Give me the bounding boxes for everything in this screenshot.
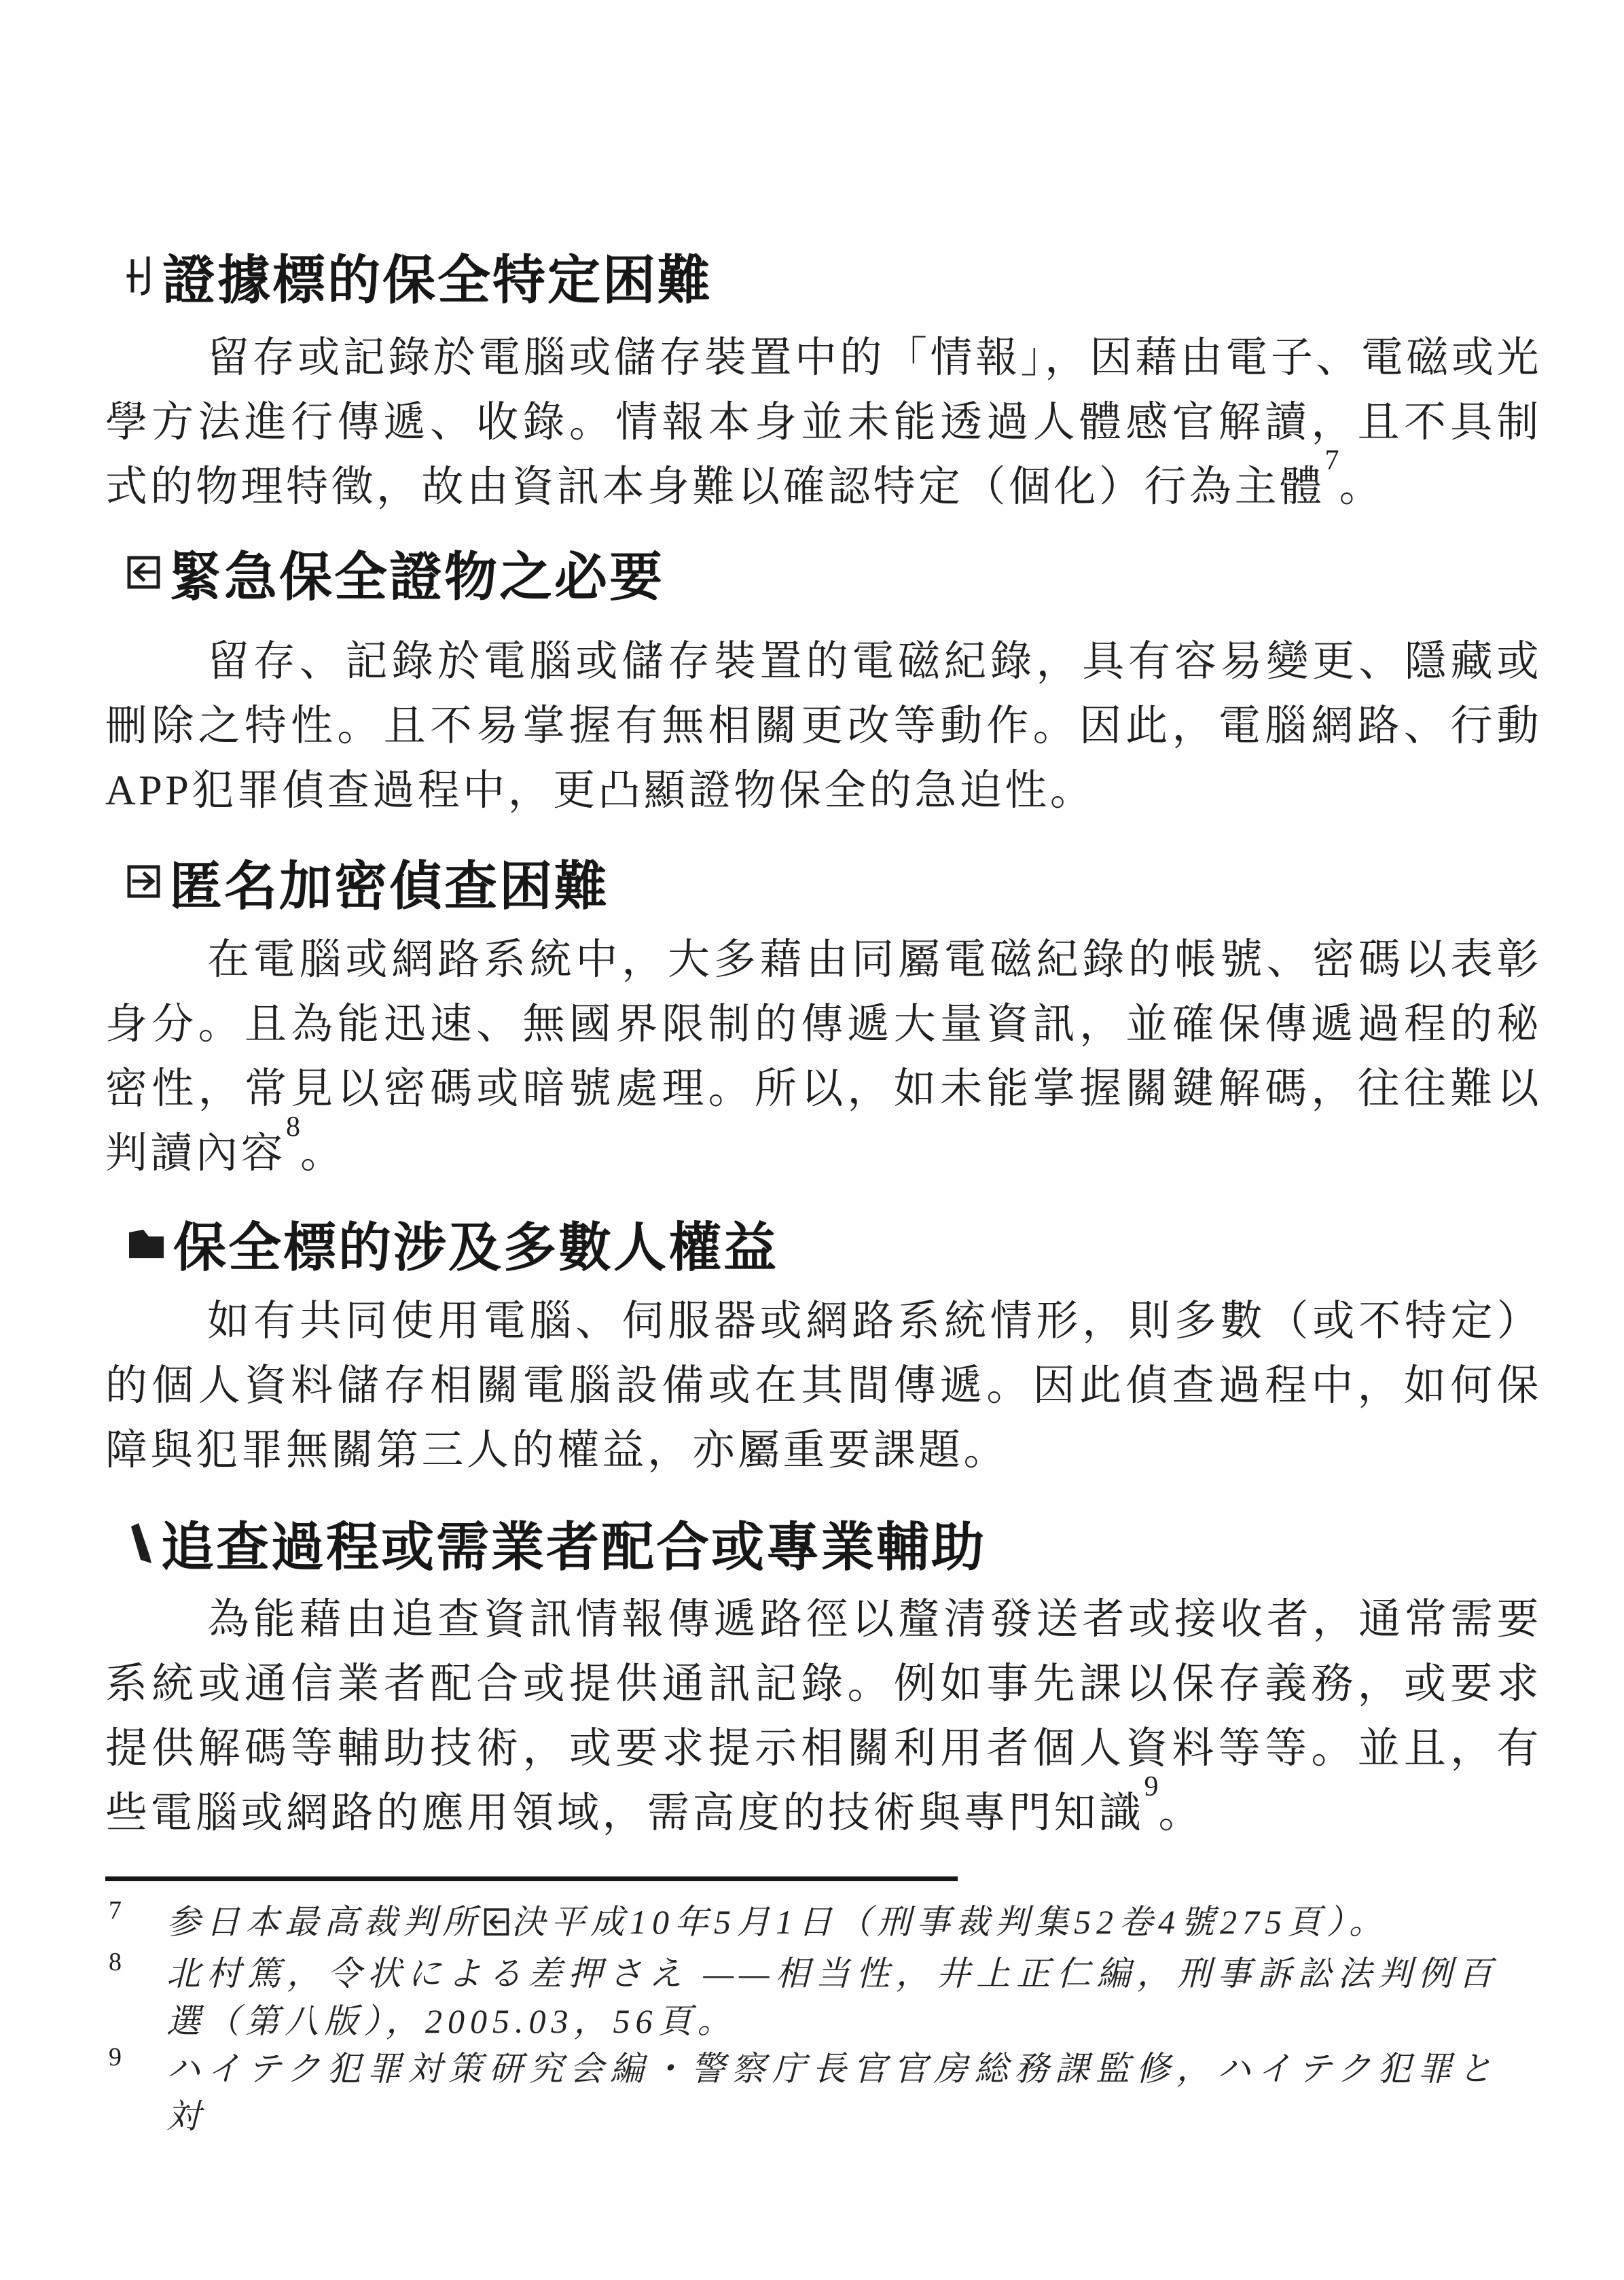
box-right-arrow-icon xyxy=(126,862,162,902)
section-heading xyxy=(105,1212,1542,1275)
section-paragraph xyxy=(105,326,1542,520)
box-left-arrow-icon xyxy=(126,553,162,592)
stroke-bullet-icon xyxy=(126,254,156,298)
paragraph-text-end: 。 xyxy=(1158,1790,1204,1836)
footnotes xyxy=(105,1898,1542,2140)
paragraph-text: 留存、記錄於電腦或儲存裝置的電磁紀錄，具有容易變更、隱藏或刪除之特性。且不易掌握有無相關更改等動作。因此，電腦網路、行動APP犯罪偵查過程中，更凸顯證物保全的急迫性。 xyxy=(105,639,1542,814)
document-body xyxy=(105,0,1542,2140)
section-heading xyxy=(105,851,1542,916)
footnote-separator xyxy=(105,1876,958,1881)
footnote-number: 7 xyxy=(109,1896,122,1925)
footnote-number: 9 xyxy=(109,2043,122,2071)
paragraph-text: 為能藉由追查資訊情報傳遞路徑以釐清發送者或接收者，通常需要系統或通信業者配合或提供通訊記錄。例如事先課以保存義務，或要求提供解碼等輔助技術，或要求提示相關利用者個人資料等等。並且，有些電腦或網路的應用領域，需高度的技術與專門知識 xyxy=(105,1597,1542,1836)
footnote-item xyxy=(105,1950,1542,2045)
paragraph-text: 留存或記錄於電腦或儲存裝置中的「情報」，因藉由電子、電磁或光學方法進行傳遞、收錄。情報本身並未能透過人體感官解讀，且不具制式的物理特徵，故由資訊本身難以確認特定（個化）行為主體 xyxy=(105,335,1542,510)
folder-icon xyxy=(126,1224,166,1262)
footnote-item xyxy=(105,1898,1542,1950)
section-title: 保全標的涉及多數人權益 xyxy=(173,1217,779,1277)
footnote-reference: 8 xyxy=(286,1111,301,1143)
paragraph-text-end: 。 xyxy=(300,1130,346,1177)
paragraph-text: 如有共同使用電腦、伺服器或網路系統情形，則多數（或不特定）的個人資料儲存相關電腦設備或在其間傳遞。因此偵查過程中，如何保障與犯罪無關第三人的權益，亦屬重要課題。 xyxy=(105,1298,1542,1474)
section-paragraph xyxy=(105,1588,1542,1846)
footnote-text xyxy=(166,1898,1498,1950)
section-heading xyxy=(105,541,1542,607)
footnote-text: ハイテク犯罪対策研究会編・警察庁長官官房総務課監修，ハイテク犯罪と対 xyxy=(166,2050,1498,2135)
footnote-item xyxy=(105,2045,1542,2140)
section-title: 匿名加密偵查困難 xyxy=(169,856,610,916)
pencil-icon xyxy=(126,1521,154,1565)
section-paragraph xyxy=(105,630,1542,823)
section-paragraph xyxy=(105,1289,1542,1483)
footnote-text-part: 決平成10年5月1日（刑事裁判集52卷4號275頁）。 xyxy=(511,1903,1388,1941)
footnote-text-part: 参日本最高裁判所 xyxy=(166,1903,482,1941)
box-left-arrow-icon xyxy=(483,1902,510,1950)
section-title: 緊急保全證物之必要 xyxy=(169,547,665,607)
section-title: 追查過程或需業者配合或專業輔助 xyxy=(161,1517,987,1577)
section-heading xyxy=(105,245,1542,310)
section-heading xyxy=(105,1512,1542,1577)
footnote-reference: 7 xyxy=(1324,445,1339,477)
paragraph-text-end: 。 xyxy=(1339,464,1385,510)
section-paragraph xyxy=(105,928,1542,1186)
footnote-number: 8 xyxy=(109,1948,122,1976)
paragraph-text: 在電腦或網路系統中，大多藉由同屬電磁紀錄的帳號、密碼以表彰身分。且為能迅速、無國界限制的傳遞大量資訊，並確保傳遞過程的秘密性，常見以密碼或暗號處理。所以，如未能掌握關鍵解碼，往往難以判讀內容 xyxy=(105,937,1542,1177)
section-title: 證據標的保全特定困難 xyxy=(162,250,713,310)
footnote-reference: 9 xyxy=(1144,1771,1159,1803)
footnote-text: 北村篤，令状による差押さえ ——相当性，井上正仁編，刑事訴訟法判例百選（第八版），2005.03，56頁。 xyxy=(166,1955,1498,2040)
